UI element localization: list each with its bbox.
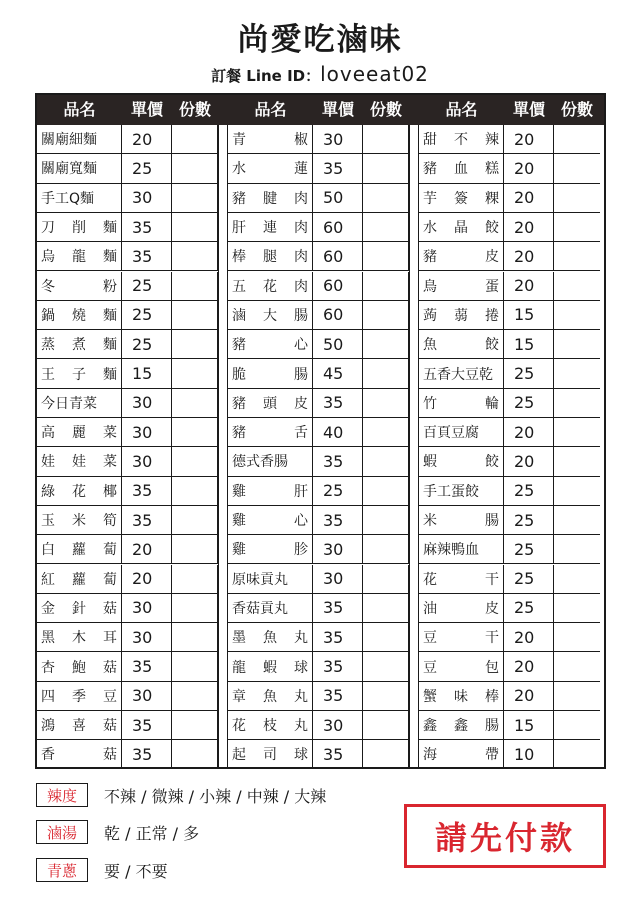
menu-item-price: 60 (313, 242, 363, 271)
menu-item-name: 芋 簽 粿 (419, 184, 504, 213)
menu-item-qty[interactable] (363, 535, 409, 564)
menu-item-qty[interactable] (363, 447, 409, 476)
line-id[interactable]: loveeat02 (320, 62, 429, 86)
menu-item-price: 20 (504, 242, 554, 271)
menu-item-qty[interactable] (554, 330, 600, 359)
menu-item-name: 水 晶 餃 (419, 213, 504, 242)
menu-item-price: 30 (122, 682, 172, 711)
menu-item-price: 35 (313, 652, 363, 681)
menu-item-price: 35 (313, 154, 363, 183)
menu-item-name: 水 蓮 (228, 154, 313, 183)
menu-item-name: 青 椒 (228, 125, 313, 154)
menu-item-price: 25 (504, 565, 554, 594)
menu-item-name: 龍 蝦 球 (228, 652, 313, 681)
menu-item-price: 15 (122, 359, 172, 388)
menu-item-name: 杏 鮑 菇 (37, 652, 122, 681)
menu-item-qty[interactable] (554, 389, 600, 418)
menu-item-price: 35 (122, 242, 172, 271)
menu-item-name: 起 司 球 (228, 740, 313, 769)
menu-item-price: 25 (504, 477, 554, 506)
menu-item-name: 米 腸 (419, 506, 504, 535)
menu-item-name: 白 蘿 蔔 (37, 535, 122, 564)
menu-item-name: 香菇貢丸 (228, 594, 313, 623)
menu-item-name: 香 菇 (37, 740, 122, 769)
menu-item-qty[interactable] (363, 272, 409, 301)
menu-item-qty[interactable] (554, 184, 600, 213)
header-price: 單價 (130, 100, 163, 119)
menu-item-qty[interactable] (554, 154, 600, 183)
menu-item-name: 蒸 煮 麵 (37, 330, 122, 359)
menu-item-qty[interactable] (172, 535, 218, 564)
header-name: 品名 (63, 100, 96, 119)
menu-item-name: 豬 血 糕 (419, 154, 504, 183)
menu-item-price: 25 (122, 154, 172, 183)
menu-item-price: 20 (122, 565, 172, 594)
menu-item-qty[interactable] (554, 447, 600, 476)
menu-item-qty[interactable] (172, 330, 218, 359)
option-label: 青蔥 (36, 858, 88, 882)
menu-item-price: 30 (313, 125, 363, 154)
menu-item-price: 20 (504, 418, 554, 447)
menu-item-price: 20 (504, 184, 554, 213)
order-label: 訂餐 Line ID： (211, 67, 321, 85)
menu-item-name: 章 魚 丸 (228, 682, 313, 711)
menu-item-price: 20 (504, 447, 554, 476)
menu-item-qty[interactable] (172, 740, 218, 769)
menu-item-name: 豬 腱 肉 (228, 184, 313, 213)
menu-item-name: 手工Q麵 (37, 184, 122, 213)
option-row (36, 857, 168, 883)
menu-item-name: 烏 龍 麵 (37, 242, 122, 271)
menu-item-qty[interactable] (554, 418, 600, 447)
menu-item-price: 25 (313, 477, 363, 506)
menu-item-name: 雞 心 (228, 506, 313, 535)
option-label: 辣度 (36, 783, 88, 807)
menu-item-qty[interactable] (172, 652, 218, 681)
menu-item-price: 20 (504, 652, 554, 681)
menu-item-name: 黑 木 耳 (37, 623, 122, 652)
menu-item-qty[interactable] (363, 594, 409, 623)
menu-item-qty[interactable] (554, 682, 600, 711)
menu-item-name: 棒 腿 肉 (228, 242, 313, 271)
menu-item-name: 鑫 鑫 腸 (419, 711, 504, 740)
menu-item-name: 竹 輪 (419, 389, 504, 418)
menu-item-price: 35 (313, 447, 363, 476)
menu-item-qty[interactable] (554, 359, 600, 388)
menu-item-name: 豬 皮 (419, 242, 504, 271)
menu-item-name: 油 皮 (419, 594, 504, 623)
menu-item-name: 蒟 蒻 捲 (419, 301, 504, 330)
menu-item-name: 雞 肝 (228, 477, 313, 506)
menu-item-qty[interactable] (554, 740, 600, 769)
menu-item-name: 四 季 豆 (37, 682, 122, 711)
menu-item-price: 35 (122, 477, 172, 506)
menu-item-price: 25 (122, 330, 172, 359)
menu-item-price: 60 (313, 213, 363, 242)
menu-item-price: 25 (504, 594, 554, 623)
menu-item-name: 手工蛋餃 (419, 477, 504, 506)
option-values[interactable]: 乾 / 正常 / 多 (104, 823, 200, 843)
menu-item-price: 30 (313, 565, 363, 594)
menu-item-price: 35 (122, 213, 172, 242)
menu-item-qty[interactable] (172, 125, 218, 154)
menu-item-name: 麻辣鴨血 (419, 535, 504, 564)
menu-item-qty[interactable] (172, 272, 218, 301)
option-values[interactable]: 要 / 不要 (104, 861, 168, 881)
option-row (36, 782, 326, 808)
menu-item-qty[interactable] (172, 506, 218, 535)
menu-item-qty[interactable] (172, 154, 218, 183)
menu-item-price: 25 (504, 389, 554, 418)
menu-item-name: 原味貢丸 (228, 565, 313, 594)
menu-item-name: 鴻 喜 菇 (37, 711, 122, 740)
menu-item-price: 40 (313, 418, 363, 447)
menu-item-price: 15 (504, 301, 554, 330)
menu-item-price: 20 (504, 272, 554, 301)
menu-item-qty[interactable] (172, 184, 218, 213)
menu-item-price: 30 (122, 389, 172, 418)
menu-item-qty[interactable] (363, 418, 409, 447)
header-price: 單價 (321, 100, 354, 119)
menu-item-price: 20 (504, 623, 554, 652)
menu-item-qty[interactable] (554, 565, 600, 594)
menu-item-qty[interactable] (554, 125, 600, 154)
menu-item-qty[interactable] (363, 184, 409, 213)
column-gap (409, 125, 419, 767)
menu-item-price: 35 (313, 682, 363, 711)
menu-item-price: 35 (122, 506, 172, 535)
menu-item-qty[interactable] (363, 652, 409, 681)
menu-item-name: 紅 蘿 蔔 (37, 565, 122, 594)
menu-item-price: 35 (313, 623, 363, 652)
menu-item-name: 鍋 燒 麵 (37, 301, 122, 330)
menu-item-price: 20 (504, 125, 554, 154)
menu-item-name: 豆 包 (419, 652, 504, 681)
menu-item-price: 60 (313, 301, 363, 330)
menu-item-name: 關廟寬麵 (37, 154, 122, 183)
menu-item-qty[interactable] (554, 594, 600, 623)
menu-item-price: 25 (122, 301, 172, 330)
menu-item-qty[interactable] (554, 272, 600, 301)
menu-item-name: 豬 頭 皮 (228, 389, 313, 418)
menu-item-price: 50 (313, 184, 363, 213)
menu-item-name: 德式香腸 (228, 447, 313, 476)
option-row (36, 819, 199, 845)
menu-item-qty[interactable] (363, 623, 409, 652)
menu-item-qty[interactable] (554, 652, 600, 681)
menu-item-qty[interactable] (554, 242, 600, 271)
menu-item-name: 綠 花 椰 (37, 477, 122, 506)
menu-item-price: 35 (122, 711, 172, 740)
header-qty: 份數 (369, 100, 402, 119)
menu-item-qty[interactable] (363, 565, 409, 594)
menu-item-price: 60 (313, 272, 363, 301)
menu-item-price: 30 (122, 447, 172, 476)
menu-item-qty[interactable] (554, 535, 600, 564)
menu-header (37, 95, 604, 125)
menu-item-price: 45 (313, 359, 363, 388)
menu-item-qty[interactable] (363, 740, 409, 769)
menu-item-price: 25 (504, 535, 554, 564)
menu-item-name: 百頁豆腐 (419, 418, 504, 447)
menu-item-qty[interactable] (363, 301, 409, 330)
menu-item-price: 30 (122, 594, 172, 623)
menu-item-price: 35 (313, 594, 363, 623)
header-price: 單價 (512, 100, 545, 119)
menu-item-price: 15 (504, 711, 554, 740)
menu-item-price: 20 (504, 154, 554, 183)
menu-item-name: 今日青菜 (37, 389, 122, 418)
header-qty: 份數 (178, 100, 211, 119)
header-name: 品名 (445, 100, 478, 119)
menu-item-price: 35 (122, 652, 172, 681)
menu-item-qty[interactable] (363, 389, 409, 418)
menu-item-price: 25 (504, 506, 554, 535)
menu-item-name: 冬 粉 (37, 272, 122, 301)
menu-item-name: 肝 連 肉 (228, 213, 313, 242)
menu-item-qty[interactable] (172, 711, 218, 740)
menu-item-qty[interactable] (363, 242, 409, 271)
menu-item-qty[interactable] (172, 594, 218, 623)
menu-item-qty[interactable] (172, 682, 218, 711)
menu-item-qty[interactable] (172, 418, 218, 447)
menu-item-qty[interactable] (172, 477, 218, 506)
menu-item-name: 五 花 肉 (228, 272, 313, 301)
menu-item-qty[interactable] (363, 330, 409, 359)
menu-item-qty[interactable] (554, 623, 600, 652)
menu-item-name: 王 子 麵 (37, 359, 122, 388)
menu-item-name: 海 帶 (419, 740, 504, 769)
option-label: 滷湯 (36, 820, 88, 844)
menu-item-name: 脆 腸 (228, 359, 313, 388)
menu-table (35, 93, 606, 769)
menu-item-name: 豬 心 (228, 330, 313, 359)
menu-item-qty[interactable] (172, 301, 218, 330)
menu-item-price: 30 (313, 711, 363, 740)
menu-item-name: 玉 米 筍 (37, 506, 122, 535)
menu-item-price: 35 (313, 389, 363, 418)
menu-item-name: 關廟細麵 (37, 125, 122, 154)
menu-item-qty[interactable] (172, 359, 218, 388)
menu-item-price: 30 (122, 418, 172, 447)
menu-item-qty[interactable] (172, 242, 218, 271)
menu-item-price: 25 (122, 272, 172, 301)
order-line (0, 62, 640, 86)
menu-item-qty[interactable] (172, 213, 218, 242)
menu-item-qty[interactable] (172, 389, 218, 418)
menu-item-qty[interactable] (554, 213, 600, 242)
menu-item-price: 35 (313, 740, 363, 769)
menu-item-qty[interactable] (172, 447, 218, 476)
menu-item-name: 花 枝 丸 (228, 711, 313, 740)
menu-item-qty[interactable] (363, 154, 409, 183)
menu-item-price: 20 (504, 682, 554, 711)
menu-item-qty[interactable] (363, 477, 409, 506)
menu-item-price: 35 (122, 740, 172, 769)
menu-item-name: 豆 干 (419, 623, 504, 652)
menu-item-qty[interactable] (172, 623, 218, 652)
menu-item-qty[interactable] (554, 711, 600, 740)
menu-item-price: 20 (504, 213, 554, 242)
menu-item-qty[interactable] (363, 506, 409, 535)
menu-item-qty[interactable] (554, 301, 600, 330)
menu-item-name: 滷 大 腸 (228, 301, 313, 330)
column-gap (218, 125, 228, 767)
menu-item-price: 30 (122, 184, 172, 213)
header-qty: 份數 (560, 100, 593, 119)
menu-item-name: 花 干 (419, 565, 504, 594)
menu-item-price: 25 (504, 359, 554, 388)
menu-item-price: 30 (313, 535, 363, 564)
menu-item-name: 高 麗 菜 (37, 418, 122, 447)
menu-item-qty[interactable] (363, 711, 409, 740)
menu-item-qty[interactable] (554, 506, 600, 535)
menu-item-name: 蝦 餃 (419, 447, 504, 476)
menu-item-qty[interactable] (363, 359, 409, 388)
shop-title: 尚愛吃滷味 (237, 22, 403, 58)
menu-item-qty[interactable] (363, 682, 409, 711)
menu-item-qty[interactable] (554, 477, 600, 506)
menu-item-name: 蟹 味 棒 (419, 682, 504, 711)
menu-item-price: 15 (504, 330, 554, 359)
menu-item-name: 刀 削 麵 (37, 213, 122, 242)
menu-item-name: 雞 胗 (228, 535, 313, 564)
menu-item-name: 鳥 蛋 (419, 272, 504, 301)
header-name: 品名 (254, 100, 287, 119)
menu-item-price: 30 (122, 623, 172, 652)
menu-item-qty[interactable] (363, 125, 409, 154)
menu-item-name: 豬 舌 (228, 418, 313, 447)
menu-item-name: 墨 魚 丸 (228, 623, 313, 652)
menu-item-price: 20 (122, 125, 172, 154)
menu-item-price: 20 (122, 535, 172, 564)
menu-item-price: 50 (313, 330, 363, 359)
menu-item-name: 五香大豆乾 (419, 359, 504, 388)
menu-item-name: 甜 不 辣 (419, 125, 504, 154)
menu-item-price: 35 (313, 506, 363, 535)
option-values[interactable]: 不辣 / 微辣 / 小辣 / 中辣 / 大辣 (104, 786, 327, 806)
menu-item-qty[interactable] (172, 565, 218, 594)
menu-item-price: 10 (504, 740, 554, 769)
menu-item-name: 娃 娃 菜 (37, 447, 122, 476)
menu-item-qty[interactable] (363, 213, 409, 242)
menu-item-name: 金 針 菇 (37, 594, 122, 623)
menu-item-name: 魚 餃 (419, 330, 504, 359)
pay-first-notice: 請先付款 (404, 804, 606, 868)
